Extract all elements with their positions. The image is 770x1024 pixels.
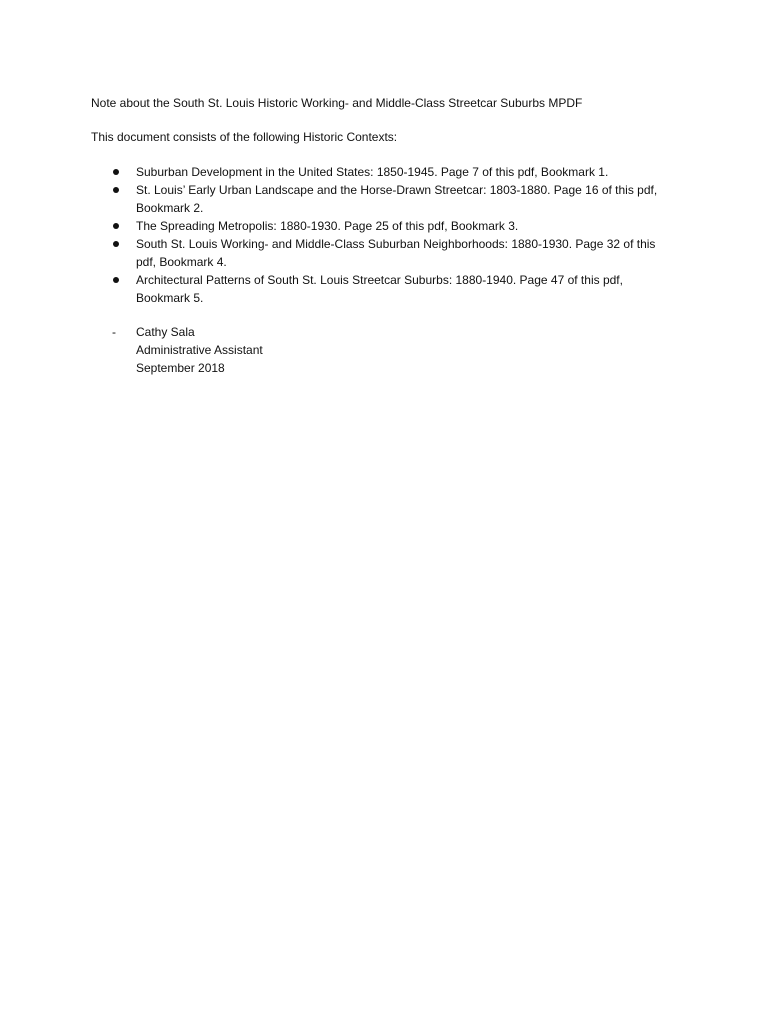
document-heading: Note about the South St. Louis Historic Working- and Middle-Class Streetcar Suburbs MPDF bbox=[91, 96, 583, 110]
bullet-icon bbox=[113, 169, 119, 175]
list-item bbox=[0, 235, 676, 271]
context-text: Suburban Development in the United States: 1850-1945. Page 7 of this pdf, Bookmark 1. bbox=[136, 165, 609, 179]
list-item bbox=[0, 271, 676, 307]
signature-dash: - bbox=[112, 325, 116, 339]
bullet-icon bbox=[113, 223, 119, 229]
context-text: Architectural Patterns of South St. Louis Streetcar Suburbs: 1880-1940. Page 47 of this pdf, Bookmark 5. bbox=[136, 273, 623, 305]
bullet-icon bbox=[113, 187, 119, 193]
bullet-icon bbox=[113, 277, 119, 283]
list-item bbox=[0, 217, 676, 235]
signature-lines bbox=[136, 323, 263, 377]
list-item bbox=[0, 163, 676, 181]
historic-contexts-list bbox=[0, 163, 770, 307]
intro-text: This document consists of the following Historic Contexts: bbox=[91, 130, 398, 144]
bullet-icon bbox=[113, 241, 119, 247]
signature-date: September 2018 bbox=[136, 361, 225, 375]
context-text: South St. Louis Working- and Middle-Class Suburban Neighborhoods: 1880-1930. Page 32 of this pdf, Bookmark 4. bbox=[136, 237, 656, 269]
signature-title: Administrative Assistant bbox=[136, 343, 263, 357]
list-item bbox=[0, 181, 676, 217]
context-text: The Spreading Metropolis: 1880-1930. Page 25 of this pdf, Bookmark 3. bbox=[136, 219, 519, 233]
context-text: St. Louis’ Early Urban Landscape and the Horse-Drawn Streetcar: 1803-1880. Page 16 of this pdf, Bookmark 2. bbox=[136, 183, 658, 215]
signature-name: Cathy Sala bbox=[136, 325, 195, 339]
